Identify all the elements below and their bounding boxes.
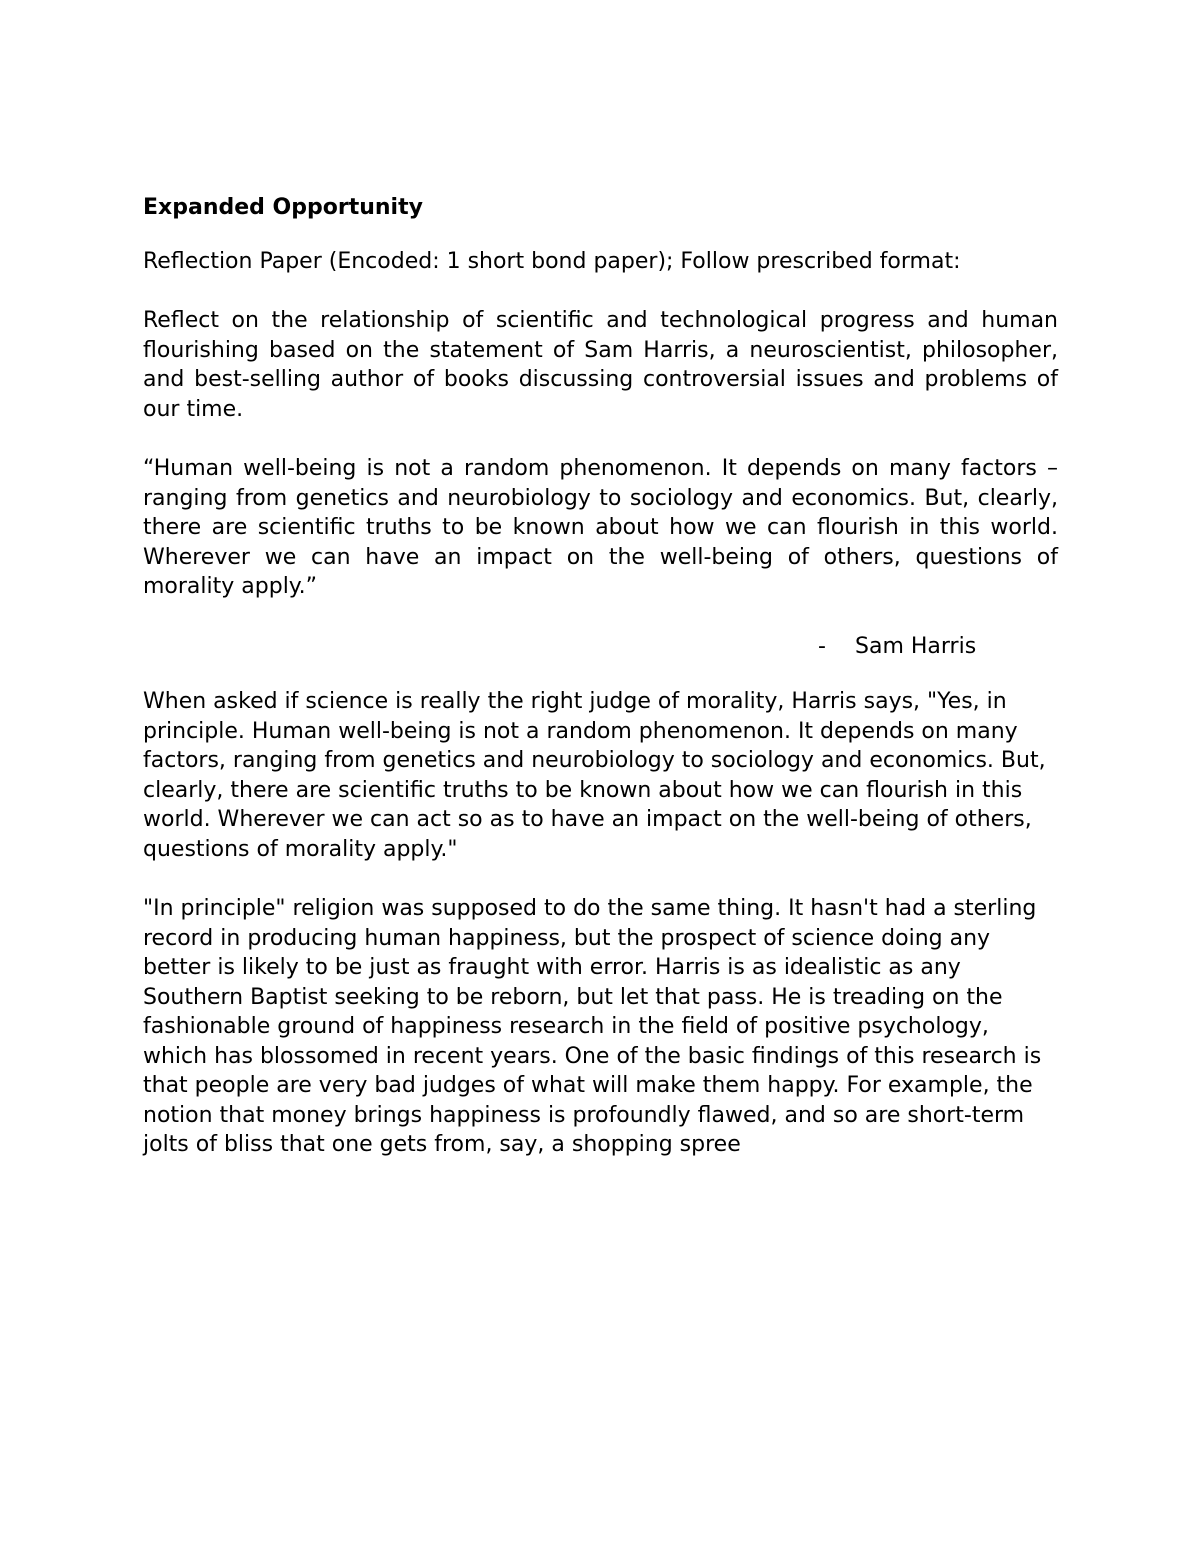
attribution-name: Sam Harris: [855, 633, 977, 659]
document-title: Expanded Opportunity: [143, 195, 423, 220]
document-content: [143, 193, 1058, 1190]
quote-attribution: [143, 632, 1058, 662]
body-paragraph-1: When asked if science is really the right judge of morality, Harris says, "Yes, in principle. Human well-being is not a random phenomenon. It depends on many factors, ranging from genetics and neurobiology to sociology and economics. But, clearly, there are scientific truths to be known about how we can flourish in this world. Wherever we can act so as to have an impact on the well-being of others, questions of morality apply.": [143, 689, 1046, 862]
prompt-paragraph: Reflect on the relationship of scientific and technological progress and human flourishing based on the statement of Sam Harris, a neuroscientist, philosopher, and best-selling author of books discussing controversial issues and problems of our time.: [143, 308, 1058, 422]
attribution-dash: -: [818, 633, 826, 659]
instructions-paragraph: Reflection Paper (Encoded: 1 short bond paper); Follow prescribed format:: [143, 248, 961, 274]
body-paragraph-2: "In principle" religion was supposed to do the same thing. It hasn't had a sterling record in producing human happiness, but the prospect of science doing any better is likely to be just as fraught with error. Harris is as idealistic as any Southern Baptist seeking to be reborn, but let that pass. He is treading on the fashionable ground of happiness research in the field of positive psychology, which has blossomed in recent years. One of the basic findings of this research is that people are very bad judges of what will make them happy. For example, the notion that money brings happiness is profoundly flawed, and so are short-term jolts of bliss that one gets from, say, a shopping spree: [143, 896, 1042, 1157]
quote-paragraph: “Human well-being is not a random phenomenon. It depends on many factors – ranging from genetics and neurobiology to sociology and economics. But, clearly, there are scientific truths to be known about how we can flourish in this world. Wherever we can have an impact on the well-being of others, questions of morality apply.”: [143, 456, 1058, 599]
